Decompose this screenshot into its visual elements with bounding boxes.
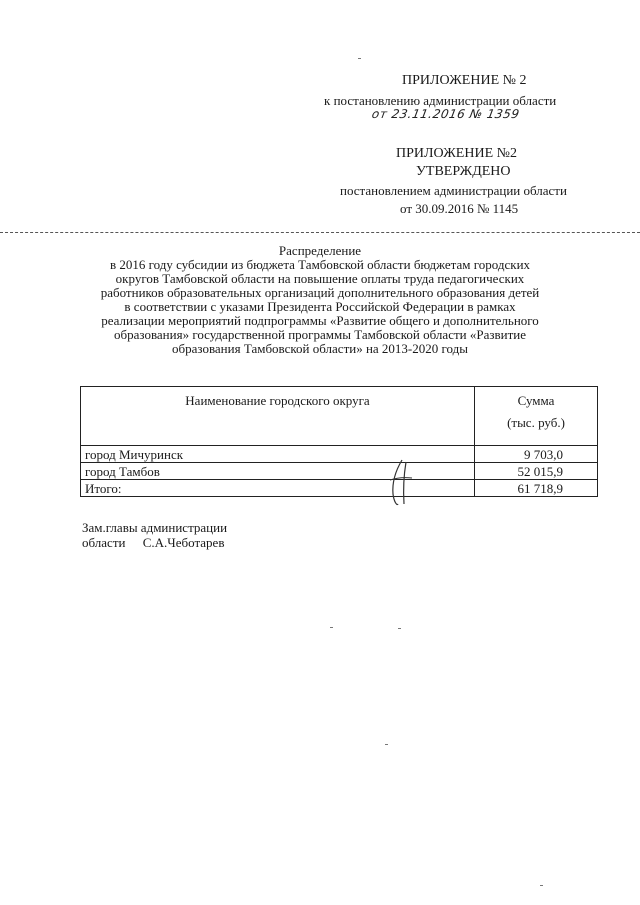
heading-line: в соответствии с указами Президента Российской Федерации в рамках xyxy=(124,299,516,314)
scan-fold-line xyxy=(0,232,640,233)
scan-speck xyxy=(385,744,388,745)
heading-line: в 2016 году субсидии из бюджета Тамбовской области бюджетам городских xyxy=(109,257,531,272)
table-row xyxy=(81,446,598,463)
table-total-row xyxy=(81,480,598,497)
approved-appendix-title: ПРИЛОЖЕНИЕ №2 xyxy=(396,146,517,161)
appendix-subtitle: к постановлению администрации области xyxy=(324,93,557,108)
signature-region: области xyxy=(82,535,126,550)
row-sum: 52 015,9 xyxy=(475,463,598,480)
signature-line xyxy=(82,535,227,550)
table-row xyxy=(81,463,598,480)
column-header-sum-unit: (тыс. руб.) xyxy=(507,415,565,430)
column-header-name-text: Наименование городского округа xyxy=(185,393,370,408)
heading-line: округов Тамбовской области на повышение оплаты труда педагогических xyxy=(115,271,525,286)
signature-position: Зам.главы администрации xyxy=(82,520,228,535)
row-name: город Мичуринск xyxy=(81,446,475,463)
document-heading xyxy=(70,244,570,356)
total-label: Итого: xyxy=(81,480,475,497)
signature-block xyxy=(82,520,227,550)
heading-line: реализации мероприятий подпрограммы «Развитие общего и дополнительного xyxy=(101,313,539,328)
approved-by: постановлением администрации области xyxy=(340,183,567,198)
handwritten-date-number: от 23.11.2016 № 1359 xyxy=(370,107,521,121)
signature-name: С.А.Чеботарев xyxy=(142,535,225,550)
row-name: город Тамбов xyxy=(81,463,475,480)
handwritten-initials-mark xyxy=(388,458,414,508)
approved-date: от 30.09.2016 № 1145 xyxy=(400,201,519,216)
total-sum: 61 718,9 xyxy=(475,480,598,497)
distribution-table xyxy=(80,386,598,497)
scan-speck xyxy=(540,885,543,886)
appendix-title: ПРИЛОЖЕНИЕ № 2 xyxy=(402,73,527,88)
scan-speck xyxy=(330,627,333,628)
row-sum: 9 703,0 xyxy=(475,446,598,463)
heading-line: образования Тамбовской области» на 2013-2020 годы xyxy=(172,341,468,356)
heading-line: Распределение xyxy=(278,243,362,258)
approved-status: УТВЕРЖДЕНО xyxy=(416,164,511,179)
scan-speck xyxy=(358,58,361,59)
heading-line: работников образовательных организаций дополнительного образования детей xyxy=(100,285,540,300)
column-header-name xyxy=(81,387,475,446)
column-header-sum-text: Сумма xyxy=(517,393,555,408)
column-header-sum xyxy=(475,387,598,446)
table-header-row xyxy=(81,387,598,446)
heading-line: образования» государственной программы Тамбовской области «Развитие xyxy=(114,327,526,342)
scan-speck xyxy=(398,628,401,629)
